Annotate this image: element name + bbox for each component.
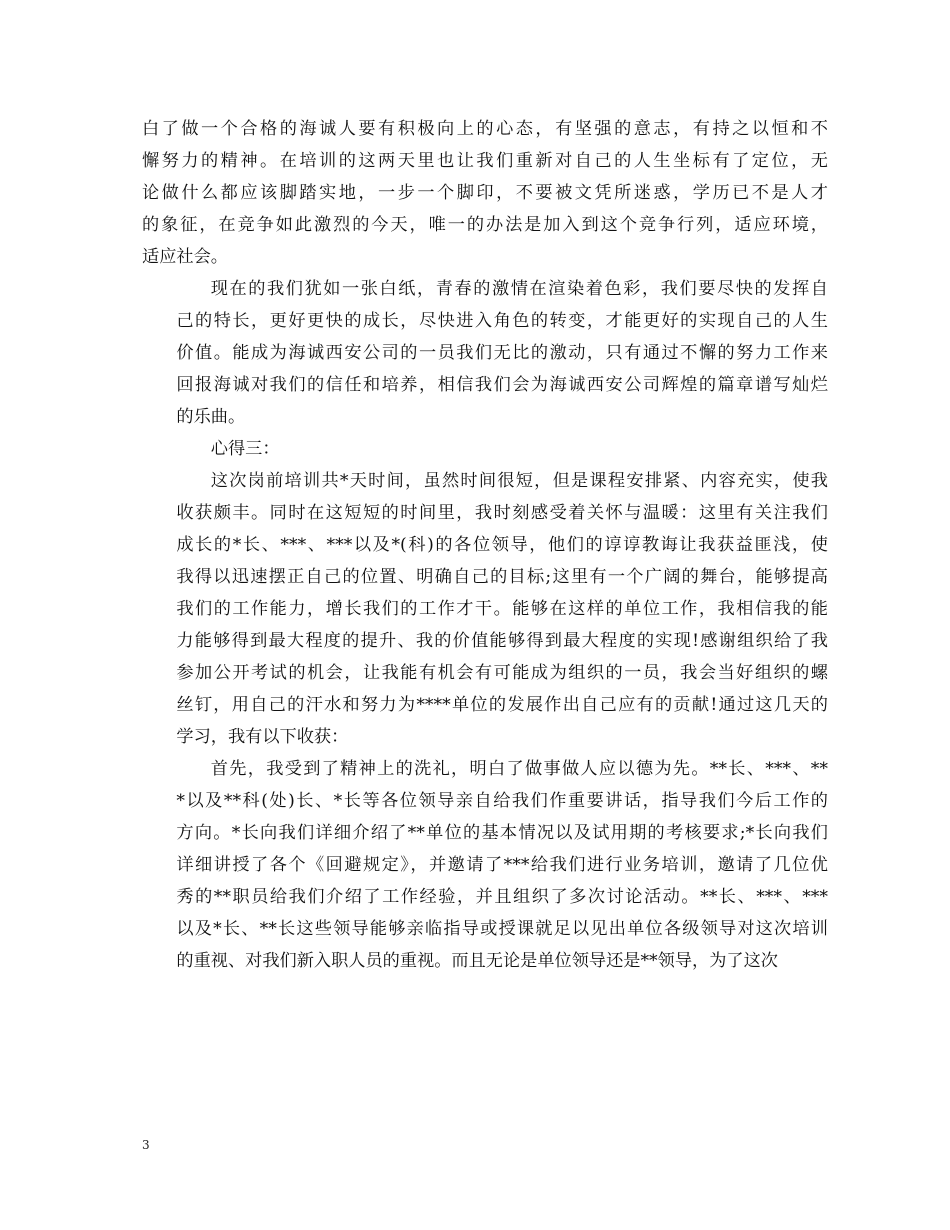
document-body <box>142 113 828 977</box>
text-line: 以及*长、**长这些领导能够亲临指导或授课就足以见出单位各级领导对这次培训 <box>176 919 828 939</box>
text-line: 秀的**职员给我们介绍了工作经验，并且组织了多次讨论活动。**长、***、*** <box>176 887 828 907</box>
text-line: 方向。*长向我们详细介绍了**单位的基本情况以及试用期的考核要求;*长向我们 <box>176 823 828 843</box>
text-line: 这次岗前培训共*天时间，虽然时间很短，但是课程安排紧、内容充实，使我 <box>210 471 828 491</box>
text-line: 懈努力的精神。在培训的这两天里也让我们重新对自己的人生坐标有了定位，无 <box>142 151 828 171</box>
text-line: 回报海诚对我们的信任和培养，相信我们会为海诚西安公司辉煌的篇章谱写灿烂 <box>176 375 828 395</box>
text-line: 现在的我们犹如一张白纸，青春的激情在渲染着色彩，我们要尽快的发挥自 <box>210 279 828 299</box>
paragraph <box>142 753 828 977</box>
text-line: 的乐曲。 <box>176 407 246 427</box>
paragraph <box>142 113 828 273</box>
text-line: 我们的工作能力，增长我们的工作才干。能够在这样的单位工作，我相信我的能 <box>176 599 828 619</box>
text-line: 适应社会。 <box>142 247 228 267</box>
text-line: 详细讲授了各个《回避规定》，并邀请了***给我们进行业务培训，邀请了几位优 <box>176 855 828 875</box>
page-number: 3 <box>142 1138 150 1152</box>
text-line: 白了做一个合格的海诚人要有积极向上的心态，有坚强的意志，有持之以恒和不 <box>142 119 828 139</box>
text-line: 的重视、对我们新入职人员的重视。而且无论是单位领导还是**领导，为了这次 <box>176 951 778 971</box>
text-line: 心得三： <box>210 439 280 459</box>
text-line: 价值。能成为海诚西安公司的一员我们无比的激动，只有通过不懈的努力工作来 <box>176 343 828 363</box>
text-line: 学习，我有以下收获： <box>176 727 349 747</box>
text-line: 成长的*长、***、***以及*(科)的各位领导，他们的谆谆教诲让我获益匪浅，使 <box>176 535 828 555</box>
text-line: 论做什么都应该脚踏实地，一步一个脚印，不要被文凭所迷惑，学历已不是人才 <box>142 183 828 203</box>
text-line: *以及**科(处)长、*长等各位领导亲自给我们作重要讲话，指导我们今后工作的 <box>176 791 828 811</box>
text-line: 丝钉，用自己的汗水和努力为****单位的发展作出自己应有的贡献!通过这几天的 <box>176 695 828 715</box>
text-line: 我得以迅速摆正自己的位置、明确自己的目标;这里有一个广阔的舞台，能够提高 <box>176 567 828 587</box>
paragraph <box>142 465 828 753</box>
text-line: 己的特长，更好更快的成长，尽快进入角色的转变，才能更好的实现自己的人生 <box>176 311 828 331</box>
text-line: 首先，我受到了精神上的洗礼，明白了做事做人应以德为先。**长、***、** <box>210 759 828 779</box>
text-line: 收获颇丰。同时在这短短的时间里，我时刻感受着关怀与温暖：这里有关注我们 <box>176 503 828 523</box>
text-line: 的象征，在竞争如此激烈的今天，唯一的办法是加入到这个竞争行列，适应环境， <box>142 215 828 235</box>
paragraph <box>142 273 828 433</box>
paragraph <box>142 433 828 465</box>
text-line: 力能够得到最大程度的提升、我的价值能够得到最大程度的实现!感谢组织给了我 <box>176 631 828 651</box>
text-line: 参加公开考试的机会，让我能有机会有可能成为组织的一员，我会当好组织的螺 <box>176 663 828 683</box>
